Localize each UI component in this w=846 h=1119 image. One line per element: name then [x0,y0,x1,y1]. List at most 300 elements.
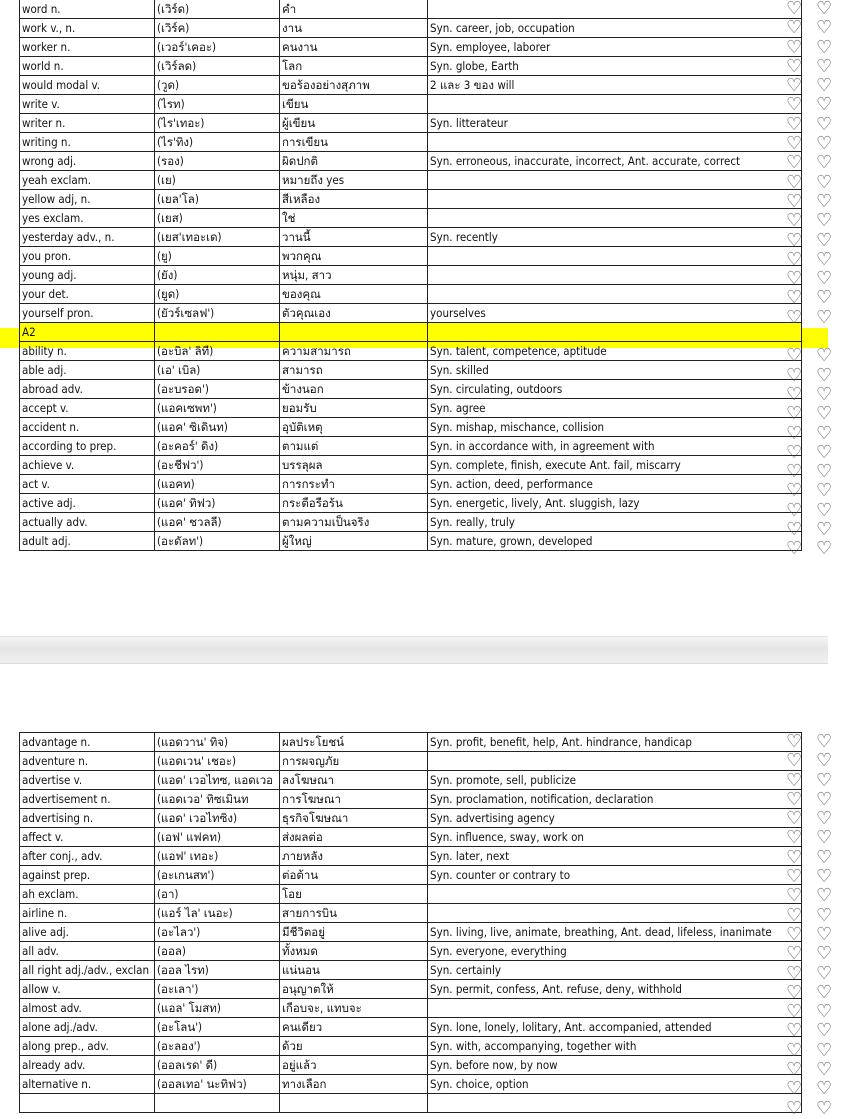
heart-row [786,153,846,172]
vocab-row [20,418,802,437]
vocab-row [20,247,802,266]
heart-row [786,809,846,828]
thai-meaning-cell: ความสามารถ [280,342,428,361]
heart-row [786,1060,846,1079]
heart-row [786,520,846,539]
pronunciation-cell: (เวอร์'เคอะ) [155,38,280,57]
vocab-row [20,532,802,551]
heart-icon[interactable]: ♡ [816,1039,833,1061]
vocab-row [20,76,802,95]
pronunciation-cell: (แอดวาน' ทิจ) [155,733,280,752]
heart-icon[interactable]: ♡ [786,152,803,174]
pronunciation-cell: (อะลอง') [155,1037,280,1056]
heart-icon[interactable]: ♡ [816,885,833,907]
heart-icon[interactable]: ♡ [786,788,803,810]
word-cell: wrong adj. [20,152,155,171]
heart-icon[interactable]: ♡ [786,210,803,232]
heart-icon[interactable]: ♡ [816,364,833,386]
heart-row [786,925,846,944]
synonym-cell: yourselves [428,304,802,323]
word-cell: accident n. [20,418,155,437]
heart-icon[interactable]: ♡ [816,229,833,251]
heart-icon[interactable]: ♡ [816,133,833,155]
pronunciation-cell: (ออลเทอ' นะทิฟว) [155,1075,280,1094]
heart-row [786,57,846,76]
word-cell: yesterday adv., n. [20,228,155,247]
thai-meaning-cell: สีเหลือง [280,190,428,209]
thai-meaning-cell: ของคุณ [280,285,428,304]
heart-row [786,539,846,558]
word-cell: airline n. [20,904,155,923]
heart-icon[interactable]: ♡ [816,94,833,116]
pronunciation-cell: (แอล' โมสท) [155,999,280,1018]
vocab-row [20,380,802,399]
synonym-cell: Syn. profit, benefit, help, Ant. hindrance, handicap [428,733,802,752]
thai-meaning-cell: ผลประโยชน์ [280,733,428,752]
pronunciation-cell: (เวิร์ด) [155,0,280,19]
thai-meaning-cell: ส่งผลต่อ [280,828,428,847]
synonym-cell [428,323,802,342]
vocab-row [20,513,802,532]
vocab-row [20,1075,802,1094]
heart-icon[interactable]: ♡ [816,1020,833,1042]
heart-row [786,848,846,867]
pronunciation-cell: (เวิร์ค) [155,19,280,38]
pronunciation-cell: (อะเกนสท') [155,866,280,885]
thai-meaning-cell [280,1094,428,1113]
heart-icon[interactable]: ♡ [816,962,833,984]
heart-icon[interactable]: ♡ [786,55,803,77]
heart-icon[interactable]: ♡ [816,1059,833,1081]
heart-row [786,38,846,57]
pronunciation-cell: (อา) [155,885,280,904]
vocab-row [20,923,802,942]
vocab-row [20,942,802,961]
heart-icon[interactable]: ♡ [786,287,803,309]
heart-icon[interactable]: ♡ [786,846,803,868]
heart-icon[interactable]: ♡ [816,383,833,405]
heart-row [786,231,846,250]
vocab-row [20,980,802,999]
heart-icon[interactable]: ♡ [816,866,833,888]
heart-row [786,269,846,288]
heart-icon[interactable]: ♡ [786,1078,803,1100]
synonym-cell [428,266,802,285]
word-cell: advertise v. [20,771,155,790]
synonym-cell [428,999,802,1018]
thai-meaning-cell: คนงาน [280,38,428,57]
vocab-row [20,1094,802,1113]
word-cell: allow v. [20,980,155,999]
vocab-row [20,114,802,133]
heart-icon[interactable]: ♡ [786,1020,803,1042]
heart-icon[interactable]: ♡ [786,403,803,425]
heart-icon[interactable]: ♡ [816,538,833,560]
pronunciation-cell [155,323,280,342]
heart-icon[interactable]: ♡ [786,383,803,405]
synonym-cell: Syn. lone, lonely, lolitary, Ant. accompanied, attended [428,1018,802,1037]
thai-meaning-cell: อยู่แล้ว [280,1056,428,1075]
pronunciation-cell: (วูด) [155,76,280,95]
vocabulary-table [19,0,802,551]
vocab-row [20,961,802,980]
heart-icon[interactable]: ♡ [816,808,833,830]
vocab-row [20,285,802,304]
pronunciation-cell: (เยล'โล) [155,190,280,209]
word-cell: achieve v. [20,456,155,475]
thai-meaning-cell: งาน [280,19,428,38]
heart-icon[interactable]: ♡ [816,345,833,367]
heart-row [786,1079,846,1098]
heart-icon[interactable]: ♡ [786,190,803,212]
heart-icon[interactable]: ♡ [786,364,803,386]
heart-icon[interactable]: ♡ [816,499,833,521]
heart-icon[interactable]: ♡ [786,769,803,791]
heart-row [786,771,846,790]
thai-meaning-cell: ขอร้องอย่างสุภาพ [280,76,428,95]
heart-icon[interactable]: ♡ [816,1001,833,1023]
heart-icon[interactable]: ♡ [816,0,833,19]
heart-row [786,308,846,327]
heart-icon[interactable]: ♡ [816,904,833,926]
page-separator [0,564,828,731]
document-page-2 [0,731,833,1119]
heart-icon[interactable]: ♡ [816,17,833,39]
thai-meaning-cell: เกือบจะ, แทบจะ [280,999,428,1018]
thai-meaning-cell: การเขียน [280,133,428,152]
heart-icon[interactable]: ♡ [786,1001,803,1023]
heart-icon[interactable]: ♡ [786,17,803,39]
pronunciation-cell: (แอค' ซิเดินท) [155,418,280,437]
heart-icon[interactable]: ♡ [786,480,803,502]
heart-icon[interactable]: ♡ [786,268,803,290]
vocab-row [20,1037,802,1056]
thai-meaning-cell: พวกคุณ [280,247,428,266]
heart-icon[interactable]: ♡ [816,75,833,97]
heart-icon[interactable]: ♡ [816,190,833,212]
pronunciation-cell: (แอด' เวอไทซิง) [155,809,280,828]
synonym-cell: Syn. mishap, mischance, collision [428,418,802,437]
heart-icon[interactable]: ♡ [816,923,833,945]
vocab-row [20,828,802,847]
heart-icon[interactable]: ♡ [816,403,833,425]
heart-row [786,134,846,153]
heart-icon[interactable]: ♡ [816,461,833,483]
heart-row [786,385,846,404]
heart-icon[interactable]: ♡ [786,904,803,926]
word-cell: adventure n. [20,752,155,771]
synonym-cell: Syn. everyone, everything [428,942,802,961]
heart-row [786,366,846,385]
thai-meaning-cell: แน่นอน [280,961,428,980]
word-cell: all right adj./adv., exclan [20,961,155,980]
heart-icon[interactable]: ♡ [816,248,833,270]
heart-icon[interactable]: ♡ [786,113,803,135]
thai-meaning-cell: ยอมรับ [280,399,428,418]
word-cell: affect v. [20,828,155,847]
heart-icon[interactable]: ♡ [786,441,803,463]
heart-row [786,462,846,481]
vocab-row [20,809,802,828]
pronunciation-cell: (แอด' เวอไทซ, แอดเวอ [155,771,280,790]
thai-meaning-cell: ตามความเป็นจริง [280,513,428,532]
word-cell: already adv. [20,1056,155,1075]
thai-meaning-cell: โอย [280,885,428,904]
heart-row [786,192,846,211]
pronunciation-cell: (ออล) [155,942,280,961]
word-cell: you pron. [20,247,155,266]
synonym-cell: Syn. complete, finish, execute Ant. fail, miscarry [428,456,802,475]
heart-icon[interactable]: ♡ [816,287,833,309]
word-cell: active adj. [20,494,155,513]
synonym-cell [428,1094,802,1113]
heart-icon[interactable]: ♡ [816,769,833,791]
synonym-cell: Syn. later, next [428,847,802,866]
word-cell: worker n. [20,38,155,57]
vocab-row [20,437,802,456]
synonym-cell [428,752,802,771]
heart-icon[interactable]: ♡ [816,422,833,444]
pronunciation-cell: (อะชีฟว') [155,456,280,475]
heart-icon[interactable]: ♡ [786,0,803,19]
heart-icon[interactable]: ♡ [816,731,833,752]
vocab-row [20,885,802,904]
heart-icon[interactable]: ♡ [786,538,803,560]
level-header-row [20,323,802,342]
thai-meaning-cell: หมายถึง yes [280,171,428,190]
heart-icon[interactable]: ♡ [786,519,803,541]
page-break-bar [0,636,828,664]
vocabulary-table [19,732,802,1113]
heart-row [786,886,846,905]
word-cell: actually adv. [20,513,155,532]
pronunciation-cell: (แอค' ชวลลี) [155,513,280,532]
thai-meaning-cell: ด้วย [280,1037,428,1056]
synonym-cell: Syn. proclamation, notification, declaration [428,790,802,809]
synonym-cell: Syn. litterateur [428,114,802,133]
synonym-cell: Syn. energetic, lively, Ant. sluggish, lazy [428,494,802,513]
pronunciation-cell: (เย) [155,171,280,190]
heart-icon[interactable]: ♡ [786,885,803,907]
heart-icon[interactable]: ♡ [816,306,833,328]
heart-icon[interactable]: ♡ [786,36,803,58]
synonym-cell: Syn. action, deed, performance [428,475,802,494]
word-cell: against prep. [20,866,155,885]
heart-icon[interactable]: ♡ [816,441,833,463]
heart-row [786,481,846,500]
heart-row [786,1041,846,1060]
heart-row [786,424,846,443]
heart-icon[interactable]: ♡ [816,171,833,193]
heart-icon[interactable]: ♡ [816,152,833,174]
word-cell: writer n. [20,114,155,133]
thai-meaning-cell: อุบัติเหตุ [280,418,428,437]
word-cell: act v. [20,475,155,494]
vocab-row [20,752,802,771]
heart-row [786,1021,846,1040]
thai-meaning-cell: อนุญาตให้ [280,980,428,999]
word-cell: work v., n. [20,19,155,38]
vocab-row [20,19,802,38]
heart-icon[interactable]: ♡ [816,55,833,77]
heart-row-spacer [786,327,846,346]
heart-row [786,983,846,1002]
heart-icon[interactable]: ♡ [816,113,833,135]
heart-icon[interactable]: ♡ [786,75,803,97]
thai-meaning-cell: ตัวคุณเอง [280,304,428,323]
synonym-cell: Syn. counter or contrary to [428,866,802,885]
pronunciation-cell: (แอดเวอ' ทิซเมินท [155,790,280,809]
heart-icon[interactable]: ♡ [786,94,803,116]
word-cell: yeah exclam. [20,171,155,190]
heart-icon[interactable]: ♡ [786,171,803,193]
pronunciation-cell: (เยส'เทอะเด) [155,228,280,247]
heart-icon[interactable]: ♡ [786,943,803,965]
vocab-row [20,771,802,790]
heart-row [786,790,846,809]
thai-meaning-cell: สายการบิน [280,904,428,923]
synonym-cell [428,885,803,907]
vocab-row [20,847,802,866]
word-cell: yes exclam. [20,209,155,228]
pronunciation-cell: (อะบิล' ลิที) [155,342,280,361]
vocab-row [20,361,802,380]
pronunciation-cell: (ไร'เทอะ) [155,114,280,133]
word-cell: advantage n. [20,733,155,752]
heart-icon[interactable]: ♡ [816,480,833,502]
heart-icon[interactable]: ♡ [816,1097,833,1119]
heart-icon[interactable]: ♡ [816,36,833,58]
vocab-row [20,0,802,19]
heart-icon[interactable]: ♡ [786,1039,803,1061]
document-page-1 [0,0,833,564]
heart-icon[interactable]: ♡ [786,1059,803,1081]
heart-row [786,115,846,134]
heart-icon[interactable]: ♡ [816,827,833,849]
heart-icon[interactable]: ♡ [786,923,803,945]
heart-icon[interactable]: ♡ [816,1078,833,1100]
pronunciation-cell: (แอคเซพท') [155,399,280,418]
heart-icon[interactable]: ♡ [786,229,803,251]
word-cell: yourself pron. [20,304,155,323]
word-cell: word n. [20,0,155,19]
heart-icon[interactable]: ♡ [786,827,803,849]
heart-icon[interactable]: ♡ [786,981,803,1003]
thai-meaning-cell: ลงโฆษณา [280,771,428,790]
thai-meaning-cell: บรรลุผล [280,456,428,475]
thai-meaning-cell: การโฆษณา [280,790,428,809]
heart-icon[interactable]: ♡ [816,519,833,541]
heart-icon[interactable]: ♡ [816,846,833,868]
pronunciation-cell: (ไร'ทิง) [155,133,280,152]
vocab-row [20,733,802,752]
thai-meaning-cell: กระตือรือร้น [280,494,428,513]
vocab-row [20,304,802,323]
thai-meaning-cell: ต่อต้าน [280,866,428,885]
thai-meaning-cell: เขียน [280,95,428,114]
thai-meaning-cell: ใช่ [280,209,428,228]
heart-icon[interactable]: ♡ [786,133,803,155]
heart-icon[interactable]: ♡ [786,422,803,444]
thai-meaning-cell: ข้างนอก [280,380,428,399]
heart-icon[interactable]: ♡ [816,210,833,232]
thai-meaning-cell: การกระทำ [280,475,428,494]
word-cell: writing n. [20,133,155,152]
thai-meaning-cell: คำ [280,0,428,19]
heart-icon[interactable]: ♡ [816,981,833,1003]
word-cell: young adj. [20,266,155,285]
pronunciation-cell: (อะโลน') [155,1018,280,1037]
heart-icon[interactable]: ♡ [816,750,833,772]
heart-row [786,173,846,192]
vocab-row [20,57,802,76]
pronunciation-cell [155,1094,280,1113]
pronunciation-cell: (แอคท) [155,475,280,494]
heart-row [786,944,846,963]
heart-icon[interactable]: ♡ [786,808,803,830]
word-cell: alternative n. [20,1075,155,1094]
heart-icon[interactable]: ♡ [786,461,803,483]
heart-row [786,964,846,983]
thai-meaning-cell: ภายหลัง [280,847,428,866]
synonym-cell: Syn. circulating, outdoors [428,380,802,399]
heart-icon[interactable]: ♡ [786,731,803,752]
heart-row [786,404,846,423]
heart-icon[interactable]: ♡ [786,499,803,521]
heart-icon[interactable]: ♡ [786,962,803,984]
vocab-row [20,209,802,228]
heart-icon[interactable]: ♡ [816,788,833,810]
heart-icon[interactable]: ♡ [816,943,833,965]
synonym-cell: Syn. agree [428,399,802,418]
heart-icon[interactable]: ♡ [786,306,803,328]
heart-row [786,346,846,365]
synonym-cell: Syn. employee, laborer [428,38,802,57]
pronunciation-cell: (อะเลา') [155,980,280,999]
synonym-cell: Syn. globe, Earth [428,57,802,76]
heart-icon[interactable]: ♡ [786,750,803,772]
heart-row [786,0,846,18]
thai-meaning-cell: หนุ่ม, สาว [280,266,428,285]
vocab-row [20,95,802,114]
pronunciation-cell: (แอค' ทิฟว) [155,494,280,513]
heart-row [786,732,846,751]
synonym-cell [428,285,802,304]
vocab-row [20,133,802,152]
word-cell: along prep., adv. [20,1037,155,1056]
synonym-cell: 2 และ 3 ของ will [428,76,802,95]
heart-row [786,906,846,925]
pronunciation-cell: (ยัง) [155,266,280,285]
heart-icon[interactable]: ♡ [786,1097,803,1119]
vocab-row [20,342,802,361]
heart-row [786,250,846,269]
pronunciation-cell: (อะคอร์' ดิง) [155,437,280,456]
word-cell: almost adv. [20,999,155,1018]
heart-icon[interactable]: ♡ [786,345,803,367]
heart-icon[interactable]: ♡ [786,248,803,270]
heart-icon[interactable]: ♡ [816,268,833,290]
thai-meaning-cell: ธุรกิจโฆษณา [280,809,428,828]
synonym-cell: Syn. talent, competence, aptitude [428,342,802,361]
heart-icon[interactable]: ♡ [786,866,803,888]
word-cell: accept v. [20,399,155,418]
word-cell [20,1094,155,1113]
word-cell: after conj., adv. [20,847,155,866]
pronunciation-cell: (รอง) [155,152,280,171]
synonym-cell [428,190,803,212]
vocab-row [20,399,802,418]
